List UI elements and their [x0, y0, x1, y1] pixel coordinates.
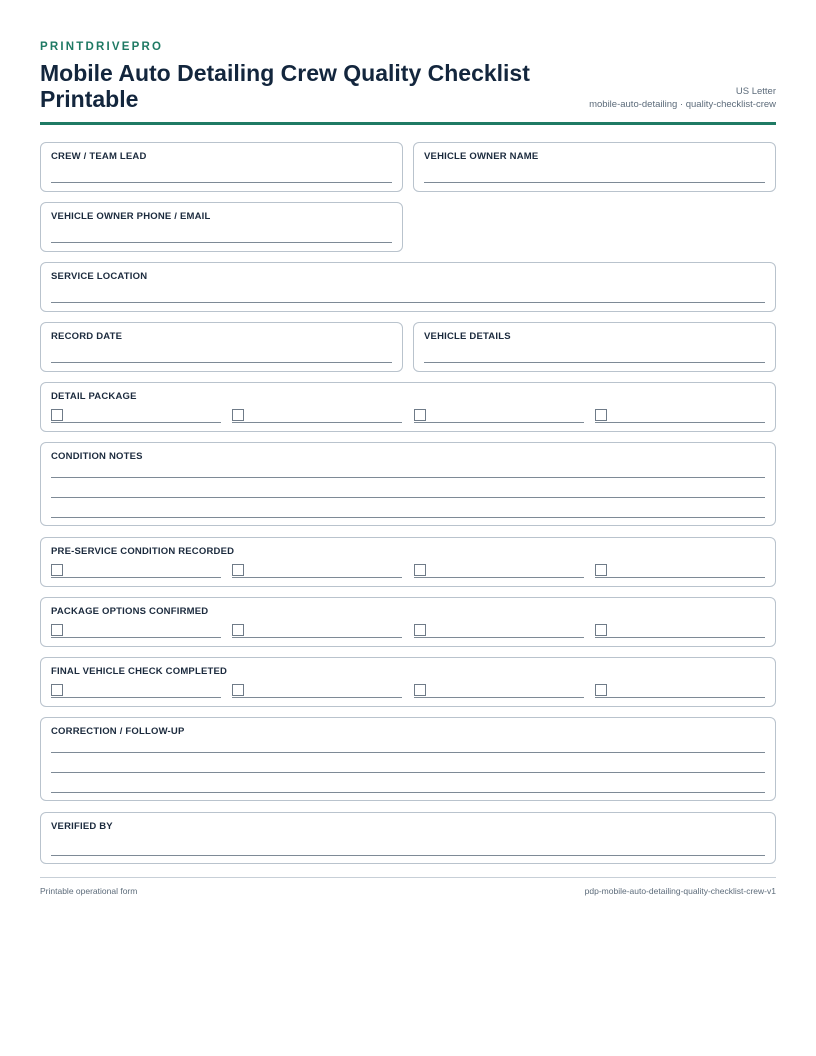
header-rule	[40, 122, 776, 125]
footer-note: Printable operational form	[40, 886, 138, 896]
option-write-line[interactable]	[414, 637, 584, 638]
package-options-option[interactable]	[232, 624, 402, 638]
option-write-line[interactable]	[51, 577, 221, 578]
checkbox[interactable]	[414, 684, 426, 696]
owner-name-field	[413, 142, 776, 192]
option-write-line[interactable]	[595, 697, 765, 698]
checkbox[interactable]	[595, 564, 607, 576]
checkbox[interactable]	[232, 564, 244, 576]
option-write-line[interactable]	[595, 577, 765, 578]
footer-form-id: pdp-mobile-auto-detailing-quality-checklist-crew-v1	[584, 886, 776, 896]
detail-package-option[interactable]	[414, 409, 584, 423]
final-check-option[interactable]	[232, 684, 402, 698]
package-options-option[interactable]	[414, 624, 584, 638]
correction-line[interactable]	[51, 752, 765, 753]
record-date-input-line[interactable]	[51, 362, 392, 363]
pre-service-option[interactable]	[51, 564, 221, 578]
checkbox[interactable]	[414, 564, 426, 576]
final-check-option[interactable]	[51, 684, 221, 698]
record-date-label: RECORD DATE	[51, 331, 123, 342]
option-write-line[interactable]	[595, 637, 765, 638]
vehicle-details-input-line[interactable]	[424, 362, 765, 363]
brand-name: PRINTDRIVEPRO	[40, 41, 164, 53]
option-write-line[interactable]	[232, 577, 402, 578]
correction-field	[40, 717, 776, 801]
option-write-line[interactable]	[51, 637, 221, 638]
checkbox[interactable]	[595, 409, 607, 421]
vehicle-details-field	[413, 322, 776, 372]
detail-package-label: DETAIL PACKAGE	[51, 391, 137, 402]
final-check-option[interactable]	[595, 684, 765, 698]
package-options-option[interactable]	[51, 624, 221, 638]
checkbox[interactable]	[51, 564, 63, 576]
pre-service-field	[40, 537, 776, 587]
service-location-field	[40, 262, 776, 312]
verified-by-field	[40, 812, 776, 864]
condition-notes-line[interactable]	[51, 517, 765, 518]
paper-size: US Letter	[735, 86, 776, 97]
checkbox[interactable]	[595, 624, 607, 636]
option-write-line[interactable]	[595, 422, 765, 423]
pre-service-option[interactable]	[595, 564, 765, 578]
service-location-label: SERVICE LOCATION	[51, 271, 148, 282]
option-write-line[interactable]	[232, 422, 402, 423]
final-check-option[interactable]	[414, 684, 584, 698]
checkbox[interactable]	[51, 684, 63, 696]
checkbox[interactable]	[414, 624, 426, 636]
pre-service-label: PRE-SERVICE CONDITION RECORDED	[51, 546, 235, 557]
pre-service-option[interactable]	[414, 564, 584, 578]
correction-line[interactable]	[51, 792, 765, 793]
verified-by-label: VERIFIED BY	[51, 821, 113, 832]
final-check-field	[40, 657, 776, 707]
detail-package-option[interactable]	[51, 409, 221, 423]
checkbox[interactable]	[232, 684, 244, 696]
crew-lead-label: CREW / TEAM LEAD	[51, 151, 147, 162]
pre-service-option[interactable]	[232, 564, 402, 578]
checkbox[interactable]	[232, 409, 244, 421]
service-location-input-line[interactable]	[51, 302, 765, 303]
footer-rule	[40, 877, 776, 878]
owner-contact-field	[40, 202, 403, 252]
owner-contact-label: VEHICLE OWNER PHONE / EMAIL	[51, 211, 211, 222]
package-options-options	[51, 624, 765, 638]
package-options-option[interactable]	[595, 624, 765, 638]
detail-package-option[interactable]	[232, 409, 402, 423]
condition-notes-line[interactable]	[51, 477, 765, 478]
pre-service-options	[51, 564, 765, 578]
option-write-line[interactable]	[414, 422, 584, 423]
package-options-field	[40, 597, 776, 647]
detail-package-option[interactable]	[595, 409, 765, 423]
correction-label: CORRECTION / FOLLOW-UP	[51, 726, 185, 737]
vehicle-details-label: VEHICLE DETAILS	[424, 331, 511, 342]
verified-by-input-line[interactable]	[51, 855, 765, 856]
crew-lead-input-line[interactable]	[51, 182, 392, 183]
option-write-line[interactable]	[232, 637, 402, 638]
final-check-label: FINAL VEHICLE CHECK COMPLETED	[51, 666, 228, 677]
option-write-line[interactable]	[414, 697, 584, 698]
condition-notes-field	[40, 442, 776, 526]
package-options-label: PACKAGE OPTIONS CONFIRMED	[51, 606, 209, 617]
detail-package-options	[51, 409, 765, 423]
record-date-field	[40, 322, 403, 372]
crew-lead-field	[40, 142, 403, 192]
checkbox[interactable]	[595, 684, 607, 696]
correction-line[interactable]	[51, 772, 765, 773]
option-write-line[interactable]	[232, 697, 402, 698]
detail-package-field	[40, 382, 776, 432]
option-write-line[interactable]	[414, 577, 584, 578]
condition-notes-label: CONDITION NOTES	[51, 451, 143, 462]
document-slug: mobile-auto-detailing · quality-checklist-crew	[589, 99, 776, 110]
checkbox[interactable]	[51, 624, 63, 636]
final-check-options	[51, 684, 765, 698]
page-title: Mobile Auto Detailing Crew Quality Checklist Printable	[40, 60, 530, 112]
condition-notes-line[interactable]	[51, 497, 765, 498]
option-write-line[interactable]	[51, 422, 221, 423]
owner-name-label: VEHICLE OWNER NAME	[424, 151, 539, 162]
owner-name-input-line[interactable]	[424, 182, 765, 183]
owner-contact-input-line[interactable]	[51, 242, 392, 243]
checkbox[interactable]	[51, 409, 63, 421]
checkbox[interactable]	[232, 624, 244, 636]
checkbox[interactable]	[414, 409, 426, 421]
document-meta	[589, 85, 776, 111]
option-write-line[interactable]	[51, 697, 221, 698]
